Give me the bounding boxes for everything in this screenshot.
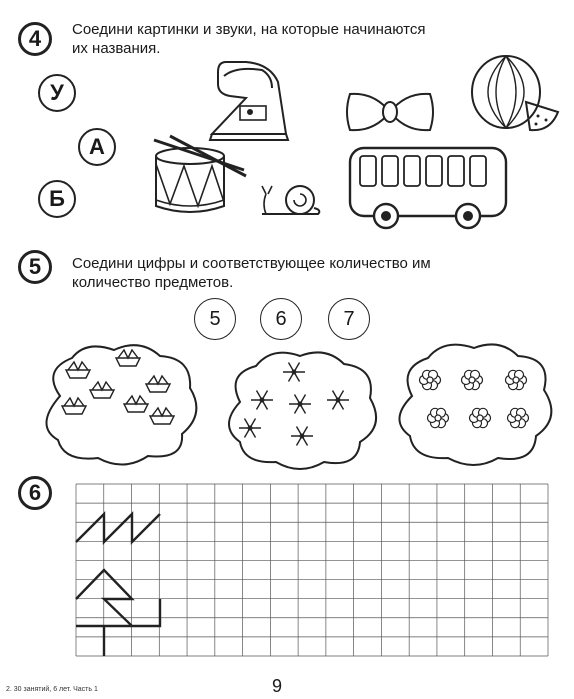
task-number-4: 4: [18, 22, 52, 56]
task-5-instruction: [72, 254, 431, 292]
snowflake-icon: [289, 394, 311, 413]
boat-icon: [146, 376, 170, 392]
flower-icon: [420, 370, 441, 389]
tree-pattern: [76, 570, 160, 656]
snowflake-icon: [239, 418, 261, 437]
snowflake-icon: [283, 362, 305, 381]
task-5-line-1: Соедини цифры и соответствующее количество им: [72, 255, 431, 272]
zigzag-pattern: [76, 514, 160, 542]
digit-5[interactable]: 5: [194, 298, 236, 340]
flower-icon: [428, 408, 449, 427]
letter-u[interactable]: У: [38, 74, 76, 112]
boat-icon: [90, 382, 114, 398]
task-4-instruction: [72, 20, 425, 58]
bus-picture[interactable]: [346, 144, 510, 230]
task-number-5: 5: [18, 250, 52, 284]
snowflakes-group: [220, 346, 382, 470]
boat-icon: [150, 408, 174, 424]
boat-icon: [66, 362, 90, 378]
boats-group: [36, 340, 202, 466]
letter-a[interactable]: А: [78, 128, 116, 166]
snowflake-icon: [327, 390, 349, 409]
boat-icon: [124, 396, 148, 412]
bow-picture[interactable]: [344, 88, 436, 136]
snowflake-icon: [251, 390, 273, 409]
watermelon-picture[interactable]: [466, 52, 562, 136]
snail-picture[interactable]: [256, 180, 326, 220]
task-4-line-2: их названия.: [72, 40, 161, 57]
flowers-group: [392, 338, 558, 466]
task-5-line-2: количество предметов.: [72, 274, 234, 291]
footer-note: 2. 30 занятий, 6 лет. Часть 1: [6, 686, 98, 693]
page-number: 9: [272, 676, 283, 696]
task-4-line-1: Соедини картинки и звуки, на которые начинаются: [72, 21, 426, 38]
iron-picture[interactable]: [206, 54, 292, 144]
snowflake-icon: [291, 426, 313, 445]
digit-7[interactable]: 7: [328, 298, 370, 340]
task-number-6: 6: [18, 476, 52, 510]
graph-grid[interactable]: [76, 484, 548, 656]
letter-b[interactable]: Б: [38, 180, 76, 218]
flower-icon: [506, 370, 527, 389]
digit-6[interactable]: 6: [260, 298, 302, 340]
flower-icon: [470, 408, 491, 427]
flower-icon: [462, 370, 483, 389]
boat-icon: [116, 350, 140, 366]
flower-icon: [508, 408, 529, 427]
boat-icon: [62, 398, 86, 414]
drum-picture[interactable]: [150, 134, 250, 218]
